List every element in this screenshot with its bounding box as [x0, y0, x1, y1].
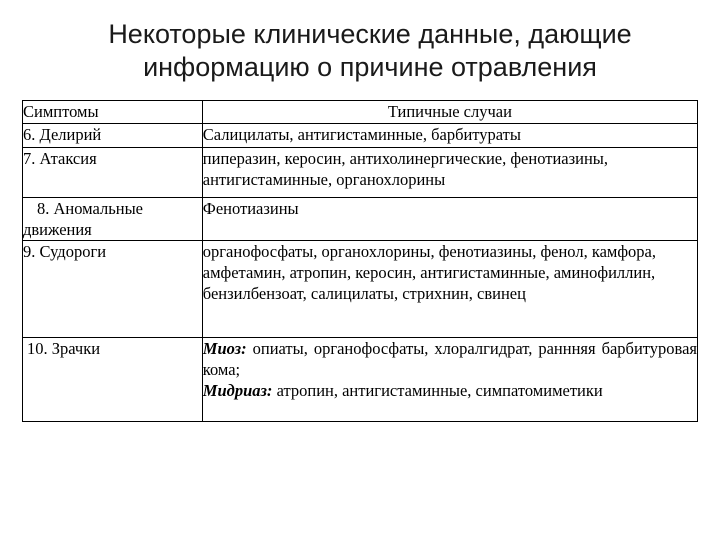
header-symptoms: Симптомы	[23, 101, 203, 124]
cases-cell: органофосфаты, органохлорины, фенотиазины, фенол, камфора, амфетамин, атропин, керосин, антигистаминные, аминофиллин, бензилбензоат, салицилаты, стрихнин, свинец	[202, 241, 697, 338]
table-row	[23, 338, 698, 422]
table-row	[23, 241, 698, 338]
cases-cell: пиперазин, керосин, антихолинергические, фенотиазины, антигистаминные, органохлорины	[202, 148, 697, 198]
table-header-row	[23, 101, 698, 124]
page-title	[40, 18, 700, 84]
mydriasis-text: атропин, антигистаминные, симпатомиметики	[276, 381, 603, 400]
cases-cell: Фенотиазины	[202, 198, 697, 241]
table-row	[23, 198, 698, 241]
table-row	[23, 124, 698, 148]
symptom-cell: 7. Атаксия	[23, 148, 203, 198]
symptom-cell: 8. Аномальные движения	[23, 198, 203, 241]
cases-cell	[202, 338, 697, 422]
symptom-cell: 9. Судороги	[23, 241, 203, 338]
miosis-text: опиаты, органофосфаты, хлоралгидрат, раннняя барбитуровая кома;	[202, 339, 698, 379]
table-row	[23, 148, 698, 198]
symptom-cell: 10. Зрачки	[23, 338, 203, 422]
title-line-2: информацию о причине отравления	[143, 52, 597, 82]
header-typical-cases: Типичные случаи	[202, 101, 697, 124]
symptom-cell: 6. Делирий	[23, 124, 203, 148]
symptoms-table	[22, 100, 698, 422]
cases-cell: Салицилаты, антигистаминные, барбитураты	[202, 124, 697, 148]
title-line-1: Некоторые клинические данные, дающие	[108, 19, 632, 49]
miosis-label: Миоз:	[202, 339, 247, 358]
mydriasis-label: Мидриаз:	[202, 381, 273, 400]
